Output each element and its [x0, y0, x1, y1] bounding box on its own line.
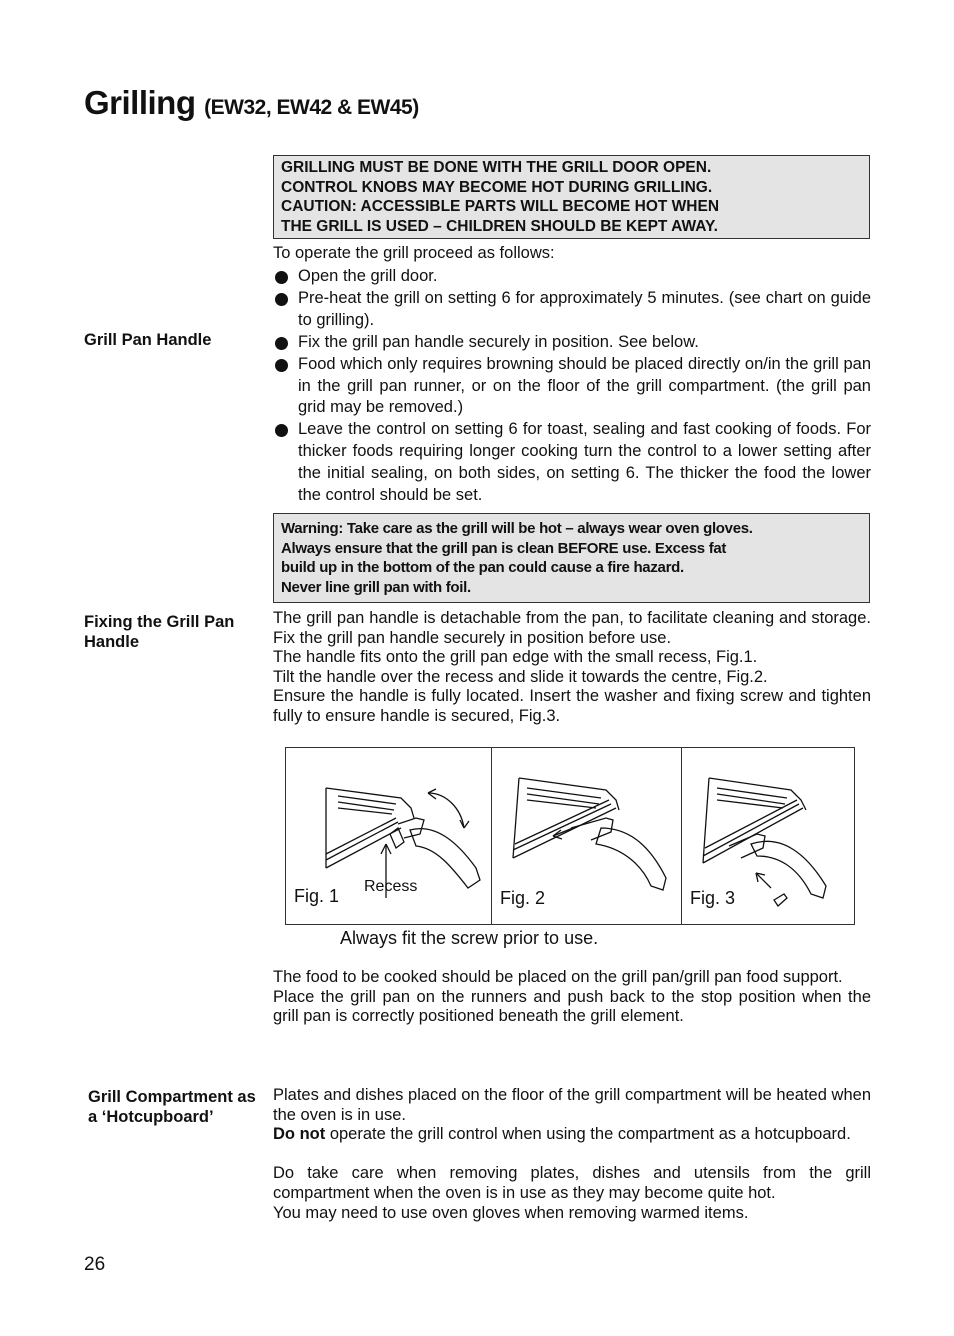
bullet-icon [275, 293, 288, 306]
fixing-paragraph: The grill pan handle is detachable from the pan, to facilitate cleaning and storage. Fix the grill pan handle securely in position before use. [273, 609, 871, 647]
do-not-rest: operate the grill control when using the compartment as a hotcupboard. [325, 1125, 851, 1144]
operate-steps [273, 266, 871, 507]
do-not-emphasis: Do not [273, 1125, 326, 1144]
placement-paragraph: The food to be cooked should be placed on the grill pan/grill pan food support. [273, 968, 843, 986]
hotcupboard-paragraph: Do take care when removing plates, dishes and utensils from the grill compartment when the oven is in use as they may become quite hot. [273, 1164, 871, 1202]
figure-1 [286, 748, 492, 924]
list-item [273, 332, 871, 354]
warning-line: GRILLING MUST BE DONE WITH THE GRILL DOOR OPEN. [281, 159, 712, 176]
warning-line: Never line grill pan with foil. [281, 578, 471, 596]
bullet-icon [275, 359, 288, 372]
figure-2 [491, 748, 682, 924]
hotcupboard-paragraph: Plates and dishes placed on the floor of the grill compartment will be heated when the oven is in use. [273, 1086, 871, 1124]
hotcupboard-paragraph [273, 1125, 871, 1145]
fig3-label: Fig. 3 [690, 888, 736, 908]
title-main: Grilling [84, 84, 196, 121]
heading-grill-pan-handle: Grill Pan Handle [84, 331, 212, 349]
bullet-icon [275, 424, 288, 437]
operate-intro: To operate the grill proceed as follows: [273, 244, 555, 262]
paragraph-spacer [273, 1145, 871, 1165]
figure-3 [681, 748, 854, 924]
placement-instructions [273, 968, 871, 1027]
fixing-paragraph: Ensure the handle is fully located. Insert the washer and fixing screw and tighten fully to ensure handle is secured, Fig.3. [273, 687, 871, 725]
heading-fixing-handle: Fixing the Grill Pan Handle [84, 613, 235, 651]
recess-label: Recess [364, 878, 418, 895]
step-text: Open the grill door. [298, 267, 438, 285]
bullet-icon [275, 271, 288, 284]
handle-figures [285, 747, 855, 925]
warning-box-grill-door [273, 155, 870, 239]
fig2-label: Fig. 2 [500, 888, 546, 908]
bullet-icon [275, 337, 288, 350]
fixing-paragraph: The handle fits onto the grill pan edge with the small recess, Fig.1. [273, 648, 758, 667]
step-text: Leave the control on setting 6 for toast, sealing and fast cooking of foods. For thicker foods requiring longer cooking turn the control to a lower setting after the initial sealing, on both sides, on setting 6. The thicker the food the lower the control should be set. [298, 420, 871, 505]
warning-line: CONTROL KNOBS MAY BECOME HOT DURING GRILLING. [281, 178, 713, 196]
hotcupboard-paragraph: You may need to use oven gloves when removing warmed items. [273, 1203, 749, 1222]
fixing-paragraph: Tilt the handle over the recess and slide it towards the centre, Fig.2. [273, 667, 768, 686]
warning-box-hot-grill [273, 513, 870, 603]
warning-line: THE GRILL IS USED – CHILDREN SHOULD BE KEPT AWAY. [281, 217, 718, 235]
page-title [84, 84, 419, 122]
page-number: 26 [84, 1254, 106, 1275]
warning-line: Warning: Take care as the grill will be hot – always wear oven gloves. [281, 520, 753, 537]
step-text: Pre-heat the grill on setting 6 for approximately 5 minutes. (see chart on guide to grilling). [298, 288, 871, 329]
step-text: Fix the grill pan handle securely in position. See below. [298, 332, 699, 351]
heading-hotcupboard: Grill Compartment as a ‘Hotcupboard’ [88, 1088, 256, 1126]
title-models: (EW32, EW42 & EW45) [204, 96, 419, 119]
figure-caption: Always fit the screw prior to use. [340, 928, 599, 948]
placement-paragraph: Place the grill pan on the runners and push back to the stop position when the grill pan is correctly positioned beneath the grill element. [273, 987, 871, 1026]
warning-line: build up in the bottom of the pan could cause a fire hazard. [281, 559, 684, 577]
list-item [273, 266, 871, 288]
warning-line: CAUTION: ACCESSIBLE PARTS WILL BECOME HOT WHEN [281, 198, 720, 216]
list-item [273, 419, 871, 507]
list-item [273, 288, 871, 332]
warning-line: Always ensure that the grill pan is clean BEFORE use. Excess fat [281, 539, 727, 557]
list-item [273, 354, 871, 420]
hotcupboard-instructions [273, 1086, 871, 1223]
fixing-instructions [273, 609, 871, 727]
step-text: Food which only requires browning should be placed directly on/in the grill pan in the grill pan runner, or on the floor of the grill compartment. (the grill pan grid may be removed.) [298, 354, 871, 417]
fig1-label: Fig. 1 [294, 886, 340, 906]
